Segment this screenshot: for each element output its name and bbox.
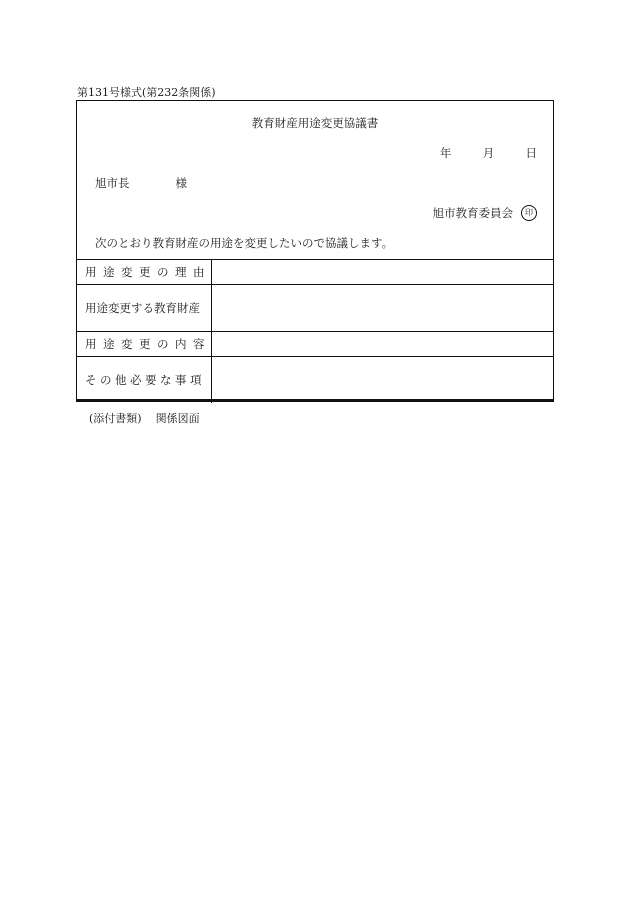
body-text: 次のとおり教育財産の用途を変更したいので協議します。 (95, 236, 394, 250)
attachment-line (89, 410, 200, 426)
form-number-label: 第131号様式(第232条関係) (77, 86, 216, 99)
sender-name: 旭市教育委員会 (432, 206, 513, 220)
table-row (77, 332, 553, 357)
table-row (77, 357, 553, 404)
row-label-content: 用途変更の内容 (77, 332, 212, 357)
sender (433, 205, 538, 221)
details-table (77, 259, 553, 403)
seal-mark: 印 (521, 205, 537, 221)
date-month: 月 (482, 146, 495, 160)
attachment-label: (添付書類) (89, 412, 142, 425)
document-title: 教育財産用途変更協議書 (251, 116, 379, 130)
attachment-value: 関係図面 (155, 412, 200, 425)
addressee-name: 旭市長 (95, 176, 130, 190)
table-row (77, 260, 553, 285)
row-label-reason: 用途変更の理由 (77, 260, 212, 285)
row-value-content[interactable] (212, 332, 554, 357)
row-value-reason[interactable] (212, 260, 554, 285)
row-label-property: 用途変更する教育財産 (77, 285, 212, 332)
date-line (440, 145, 537, 161)
addressee (95, 175, 187, 191)
addressee-honorific: 様 (175, 176, 187, 190)
form-frame (76, 100, 554, 402)
date-year: 年 (439, 146, 452, 160)
table-row (77, 285, 553, 332)
row-value-property[interactable] (212, 285, 554, 332)
row-label-other: その他必要な事項 (77, 357, 212, 404)
row-value-other[interactable] (212, 357, 554, 404)
date-day: 日 (525, 146, 537, 160)
